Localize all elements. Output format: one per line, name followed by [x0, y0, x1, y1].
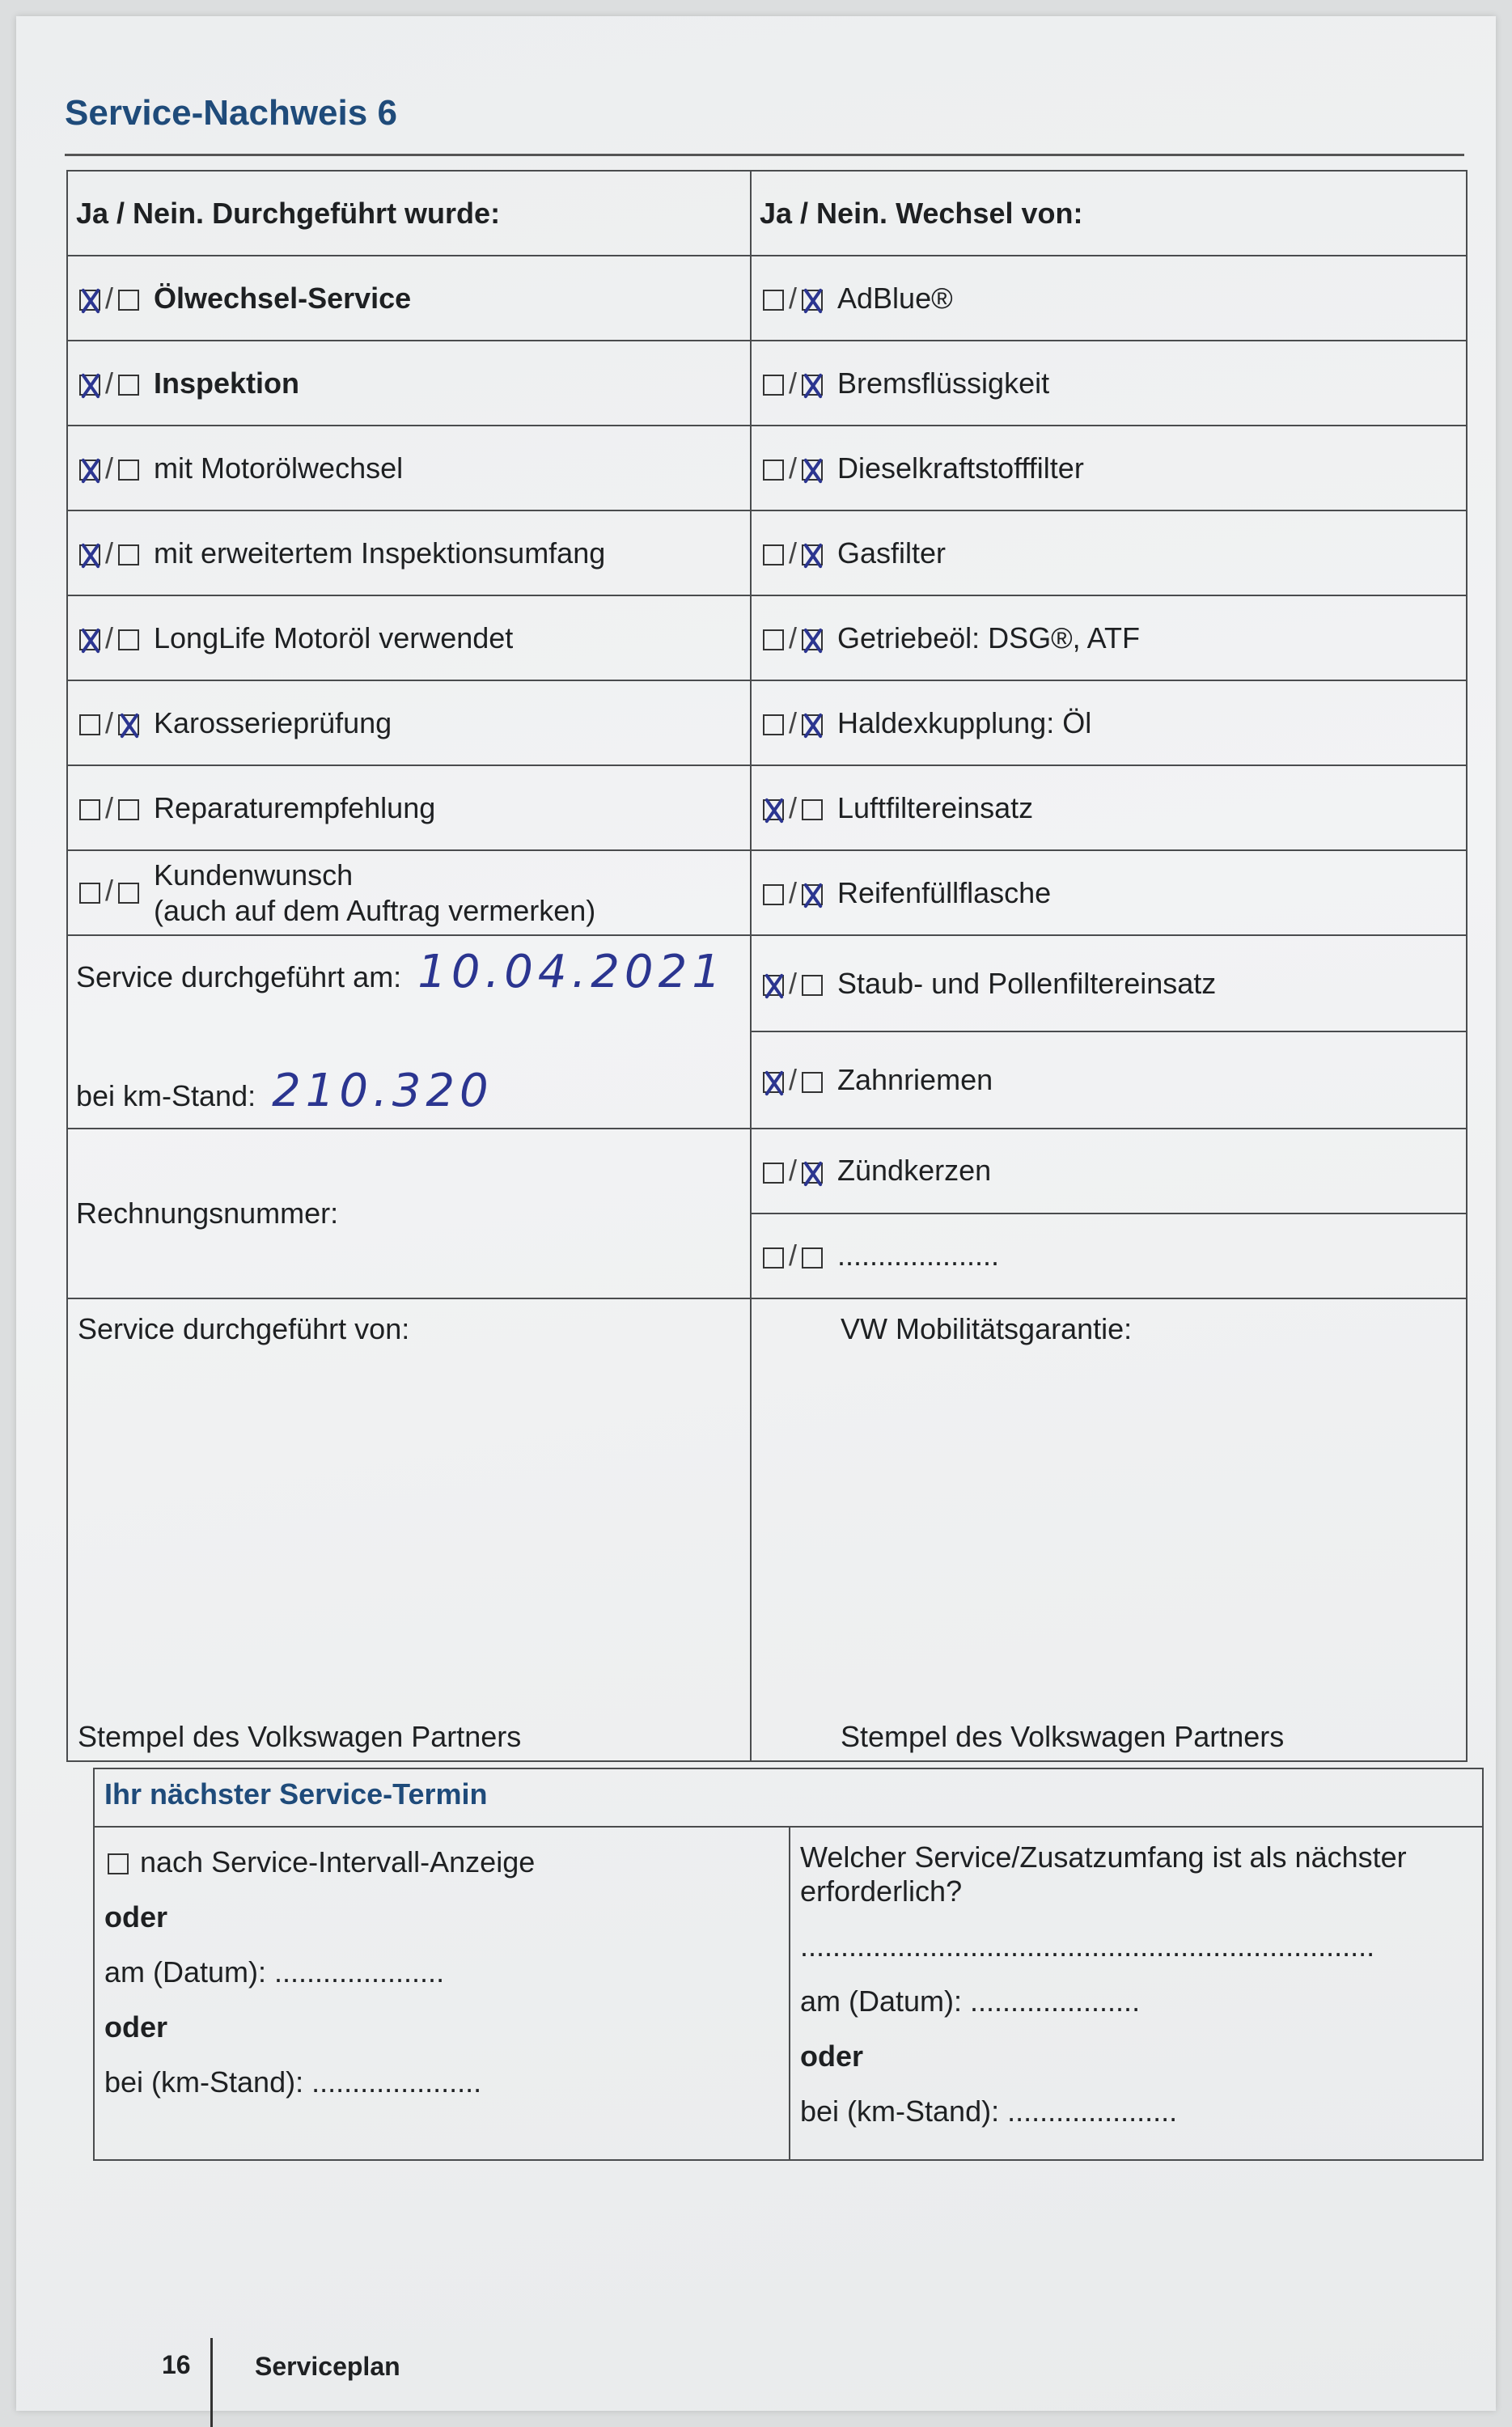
right-row-label: .................... — [837, 1239, 1000, 1273]
right-row: / Luftfiltereinsatz — [751, 765, 1467, 850]
right-row: / Zündkerzen — [751, 1129, 1467, 1214]
right-3-ja-checkbox[interactable] — [763, 544, 784, 565]
right-9-nein-checkbox[interactable] — [802, 1072, 823, 1093]
right-row-label: Zündkerzen — [837, 1154, 992, 1188]
right-row-label: Luftfiltereinsatz — [837, 790, 1034, 824]
right-2-nein-checkbox[interactable] — [802, 460, 823, 481]
right-2-ja-checkbox[interactable] — [763, 460, 784, 481]
right-6-nein-checkbox[interactable] — [802, 799, 823, 820]
right-11-nein-checkbox[interactable] — [802, 1247, 823, 1269]
next-service-title: Ihr nächster Service-Termin — [94, 1768, 1483, 1827]
service-date-label: Service durchgeführt am: — [76, 960, 402, 993]
service-record-table — [66, 170, 1468, 1762]
right-row: / Zahnriemen — [751, 1031, 1467, 1128]
right-8-nein-checkbox[interactable] — [802, 975, 823, 996]
left-row-label: Ölwechsel-Service — [154, 281, 412, 315]
mobility-label: VW Mobilitätsgarantie: — [841, 1311, 1133, 1345]
right-9-ja-checkbox[interactable] — [763, 1072, 784, 1093]
km-value[interactable]: 210.320 — [272, 1065, 493, 1118]
left-6-ja-checkbox[interactable] — [79, 799, 100, 820]
right-6-ja-checkbox[interactable] — [763, 799, 784, 820]
left-0-ja-checkbox[interactable] — [79, 290, 100, 311]
left-1-ja-checkbox[interactable] — [79, 375, 100, 396]
oder-label-2: oder — [104, 2010, 168, 2044]
left-5-nein-checkbox[interactable] — [118, 714, 139, 735]
left-6-nein-checkbox[interactable] — [118, 799, 139, 820]
stamp-label-right: Stempel des Volkswagen Partners — [841, 1719, 1285, 1753]
right-header: Ja / Nein. Wechsel von: — [751, 171, 1467, 256]
right-10-ja-checkbox[interactable] — [763, 1163, 784, 1184]
page-number: 16 — [162, 2350, 191, 2379]
right-5-nein-checkbox[interactable] — [802, 714, 823, 735]
left-row-label: Kundenwunsch — [154, 858, 354, 892]
left-header: Ja / Nein. Durchgeführt wurde: — [67, 171, 751, 256]
right-row: / Staub- und Pollenfiltereinsatz — [751, 935, 1467, 1031]
left-row: / Kundenwunsch (auch auf dem Auftrag vermerken) — [67, 850, 751, 935]
left-row: / LongLife Motoröl verwendet — [67, 595, 751, 680]
right-row-label: Staub- und Pollenfiltereinsatz — [837, 966, 1217, 1000]
left-row: / mit erweitertem Inspektionsumfang — [67, 510, 751, 595]
oder-label-3: oder — [800, 2039, 864, 2073]
next-service-question: Welcher Service/Zusatzumfang ist als nächster erforderlich? — [800, 1840, 1407, 1908]
left-row-label: LongLife Motoröl verwendet — [154, 621, 514, 654]
right-7-nein-checkbox[interactable] — [802, 884, 823, 905]
right-5-ja-checkbox[interactable] — [763, 714, 784, 735]
right-row-label: Haldexkupplung: Öl — [837, 705, 1092, 739]
left-1-nein-checkbox[interactable] — [118, 375, 139, 396]
right-row-label: Bremsflüssigkeit — [837, 366, 1050, 400]
right-row: / Getriebeöl: DSG®, ATF — [751, 595, 1467, 680]
left-3-ja-checkbox[interactable] — [79, 544, 100, 565]
stamp-label-left: Stempel des Volkswagen Partners — [78, 1719, 522, 1753]
page-title: Service-Nachweis 6 — [65, 93, 397, 133]
left-row: / Inspektion — [67, 341, 751, 426]
left-3-nein-checkbox[interactable] — [118, 544, 139, 565]
right-row: / .................... — [751, 1214, 1467, 1298]
right-row-label: Dieselkraftstofffilter — [837, 451, 1084, 485]
mobility-cell — [751, 1298, 1467, 1761]
left-row-label: Reparaturempfehlung — [154, 790, 436, 824]
invoice-label: Rechnungsnummer: — [76, 1196, 339, 1230]
left-row-label: Karosserieprüfung — [154, 705, 392, 739]
next-km-field[interactable]: bei (km-Stand): ..................... — [104, 2065, 482, 2099]
left-0-nein-checkbox[interactable] — [118, 290, 139, 311]
right-row: / Gasfilter — [751, 510, 1467, 595]
right-row-label: Gasfilter — [837, 536, 947, 570]
right-11-ja-checkbox[interactable] — [763, 1247, 784, 1269]
document-page — [16, 16, 1496, 2411]
left-row-label: Inspektion — [154, 366, 300, 400]
right-row: / AdBlue® — [751, 256, 1467, 341]
next-service-table — [93, 1768, 1484, 2161]
footer-divider — [210, 2338, 213, 2427]
left-row: / Karosserieprüfung — [67, 680, 751, 765]
right-row-label: Reifenfüllflasche — [837, 875, 1052, 909]
interval-checkbox[interactable] — [108, 1853, 129, 1874]
interval-option: nach Service-Intervall-Anzeige — [140, 1845, 536, 1878]
left-7-ja-checkbox[interactable] — [79, 883, 100, 904]
right-4-ja-checkbox[interactable] — [763, 629, 784, 650]
left-4-nein-checkbox[interactable] — [118, 629, 139, 650]
right-8-ja-checkbox[interactable] — [763, 975, 784, 996]
next-date-field-2[interactable]: am (Datum): ..................... — [800, 1984, 1141, 2018]
left-7-nein-checkbox[interactable] — [118, 883, 139, 904]
next-date-field[interactable]: am (Datum): ..................... — [104, 1955, 445, 1989]
left-row-label-2: (auch auf dem Auftrag vermerken) — [154, 893, 596, 927]
right-1-ja-checkbox[interactable] — [763, 375, 784, 396]
invoice-cell — [67, 1129, 751, 1298]
left-row: / Reparaturempfehlung — [67, 765, 751, 850]
right-row: / Haldexkupplung: Öl — [751, 680, 1467, 765]
right-10-nein-checkbox[interactable] — [802, 1163, 823, 1184]
next-service-blank[interactable]: ....................................................................... — [800, 1929, 1375, 1963]
performed-by-label: Service durchgeführt von: — [78, 1311, 410, 1345]
left-row-label: mit Motorölwechsel — [154, 451, 404, 485]
right-0-ja-checkbox[interactable] — [763, 290, 784, 311]
right-7-ja-checkbox[interactable] — [763, 884, 784, 905]
right-row-label: AdBlue® — [837, 281, 953, 315]
service-date-cell — [67, 935, 751, 1129]
title-underline — [65, 154, 1464, 156]
service-date-value[interactable]: 10.04.2021 — [417, 946, 726, 998]
right-row-label: Zahnriemen — [837, 1063, 993, 1097]
left-row-label: mit erweitertem Inspektionsumfang — [154, 536, 606, 570]
left-2-ja-checkbox[interactable] — [79, 460, 100, 481]
left-5-ja-checkbox[interactable] — [79, 714, 100, 735]
right-1-nein-checkbox[interactable] — [802, 375, 823, 396]
left-row: / mit Motorölwechsel — [67, 426, 751, 510]
right-4-nein-checkbox[interactable] — [802, 629, 823, 650]
left-4-ja-checkbox[interactable] — [79, 629, 100, 650]
next-km-field-2[interactable]: bei (km-Stand): ..................... — [800, 2095, 1178, 2128]
footer-section: Serviceplan — [255, 2352, 400, 2381]
performed-by-cell — [67, 1298, 751, 1761]
left-row: / Ölwechsel-Service — [67, 256, 751, 341]
km-label: bei km-Stand: — [76, 1079, 256, 1113]
left-2-nein-checkbox[interactable] — [118, 460, 139, 481]
right-row-label: Getriebeöl: DSG®, ATF — [837, 621, 1140, 654]
right-row: / Dieselkraftstofffilter — [751, 426, 1467, 510]
right-0-nein-checkbox[interactable] — [802, 290, 823, 311]
right-row: / Reifenfüllflasche — [751, 850, 1467, 935]
right-3-nein-checkbox[interactable] — [802, 544, 823, 565]
right-row: / Bremsflüssigkeit — [751, 341, 1467, 426]
oder-label: oder — [104, 1900, 168, 1934]
